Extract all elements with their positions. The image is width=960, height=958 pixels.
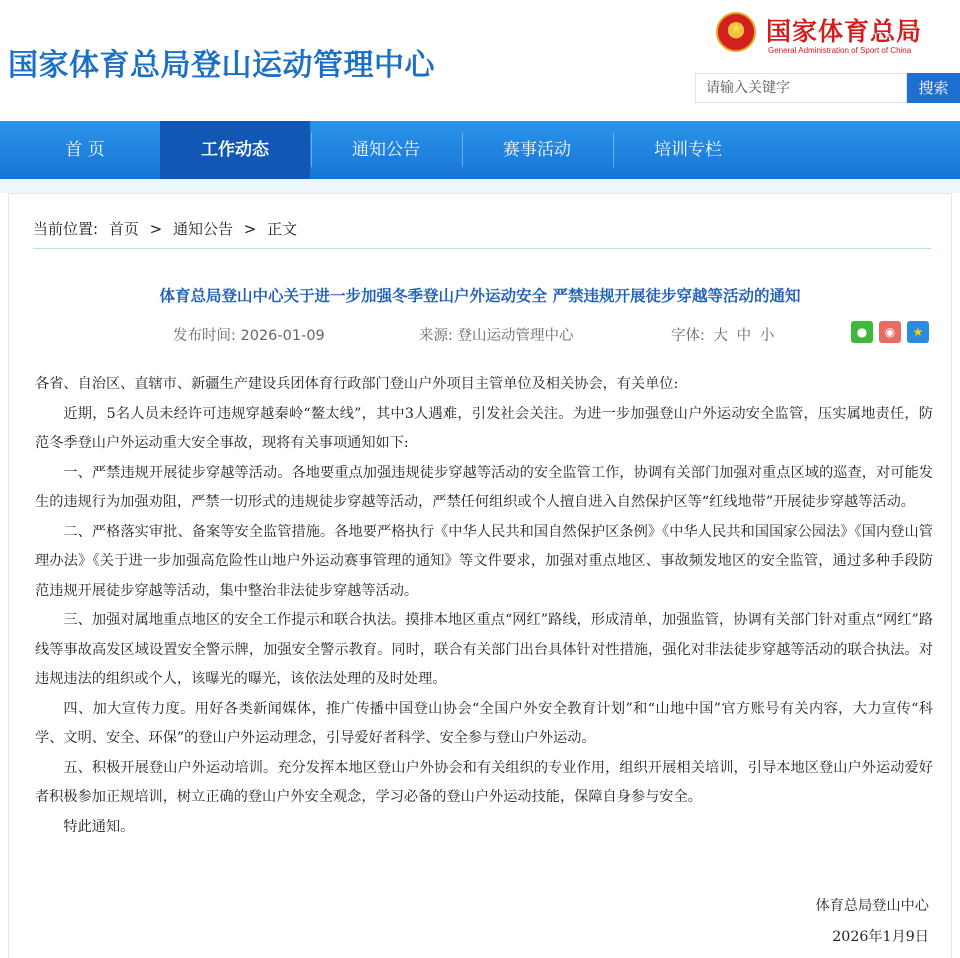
font-size-small-button[interactable]: 小: [759, 328, 775, 344]
article-paragraph: 近期，5名人员未经许可违规穿越秦岭“鳌太线”，其中3人遇难，引发社会关注。为进一步加强登山户外运动安全监管，压实属地责任，防范冬季登山户外运动重大安全事故，现将有关事项通知如下:: [35, 405, 933, 451]
article-paragraph: 三、加强对属地重点地区的安全工作提示和联合执法。摸排本地区重点“网红”路线，形成清单，加强监管，协调有关部门针对重点“网红”路线等事故高发区域设置安全警示牌，加强安全警示教育。同时，联合有关部门出台具体针对性措施，强化对非法徒步穿越等活动的联合执法。对违规违法的组织或个人，该曝光的曝光，该依法处理的及时处理。: [35, 612, 933, 687]
font-size-medium-button[interactable]: 中: [736, 328, 752, 344]
breadcrumb-prefix: 当前位置:: [33, 220, 99, 238]
article-card: [8, 193, 952, 958]
publish-date: [173, 324, 325, 345]
breadcrumb-home[interactable]: 首页: [108, 220, 139, 238]
nav-item-work-news[interactable]: 工作动态: [160, 121, 310, 179]
breadcrumb-divider: [33, 248, 931, 249]
breadcrumb-notices[interactable]: 通知公告: [173, 220, 234, 238]
source-label: 来源:: [419, 328, 453, 344]
breadcrumb: [33, 218, 303, 239]
nav-item-notices[interactable]: 通知公告: [352, 140, 420, 160]
article-paragraph: 一、严禁违规开展徒步穿越等活动。各地要重点加强违规徒步穿越等活动的安全监管工作，协调有关部门加强对重点区域的巡查，对可能发生的违规行为加强劝阻，严禁一切形式的违规徒步穿越等活动，严禁任何组织或个人擅自进入自然保护区等“红线地带”开展徒步穿越等活动。: [35, 464, 933, 510]
publish-date-value: 2026-01-09: [240, 328, 325, 344]
signature: 体育总局登山中心: [815, 898, 929, 914]
breadcrumb-separator: >: [243, 220, 257, 238]
brand-name-cn: 国家体育总局: [766, 17, 923, 46]
article-paragraph: 二、严格落实审批、备案等安全监管措施。各地要严格执行《中华人民共和国自然保护区条例》《中华人民共和国国家公园法》《国内登山管理办法》《关于进一步加强高危险性山地户外运动赛事管理的通知》等文件要求，加强对重点地区、事故频发地区的安全监管，通过多种手段防范违规开展徒步穿越等活动，集中整治非法徒步穿越等活动。: [35, 523, 933, 599]
article-title: 体育总局登山中心关于进一步加强冬季登山户外运动安全 严禁违规开展徒步穿越等活动的通知: [159, 287, 801, 305]
article-paragraph: 五、积极开展登山户外运动培训。充分发挥本地区登山户外协会和有关组织的专业作用，组织开展相关培训，引导本地区登山户外运动爱好者积极参加正规培训，树立正确的登山户外安全观念，学习必备的登山户外运动技能，保障自身参与安全。: [35, 759, 933, 805]
site-title[interactable]: 国家体育总局登山运动管理中心: [8, 48, 435, 83]
wechat-icon[interactable]: ●: [851, 321, 873, 343]
search-input[interactable]: [696, 74, 906, 102]
sign-date: 2026年1月9日: [832, 929, 929, 945]
weibo-icon[interactable]: ◉: [879, 321, 901, 343]
brand-logo[interactable]: [716, 10, 946, 58]
brand-name-en: General Administration of Sport of China: [768, 46, 912, 55]
font-size-large-button[interactable]: 大: [713, 328, 728, 344]
article-body: [35, 370, 933, 842]
search-box: [695, 73, 907, 103]
font-size-label: 字体:: [671, 328, 705, 344]
search-button[interactable]: 搜索: [907, 73, 960, 103]
source-value: 登山运动管理中心: [457, 328, 574, 344]
main-nav: [0, 121, 960, 179]
nav-item-events[interactable]: 赛事活动: [503, 140, 571, 160]
nav-shadow-band: [0, 179, 960, 193]
font-size-switcher: [671, 324, 774, 345]
national-emblem-icon: [716, 12, 756, 52]
publish-date-label: 发布时间:: [173, 328, 236, 344]
nav-item-home[interactable]: 首 页: [65, 140, 105, 160]
breadcrumb-current: 正文: [267, 220, 298, 238]
breadcrumb-separator: >: [149, 220, 163, 238]
qzone-icon[interactable]: ★: [907, 321, 929, 343]
site-header: [0, 0, 960, 120]
article-paragraph: 特此通知。: [63, 818, 135, 835]
nav-item-training[interactable]: 培训专栏: [654, 140, 722, 160]
article-paragraph: 四、加大宣传力度。用好各类新闻媒体，推广传播中国登山协会“全国户外安全教育计划”和“山地中国”官方账号有关内容，大力宣传“科学、文明、安全、环保”的登山户外运动理念，引导爱好者科学、安全参与登山户外运动。: [35, 700, 933, 746]
article-paragraph: 各省、自治区、直辖市、新疆生产建设兵团体育行政部门登山户外项目主管单位及相关协会，有关单位:: [35, 376, 679, 392]
article-source: [419, 324, 574, 345]
